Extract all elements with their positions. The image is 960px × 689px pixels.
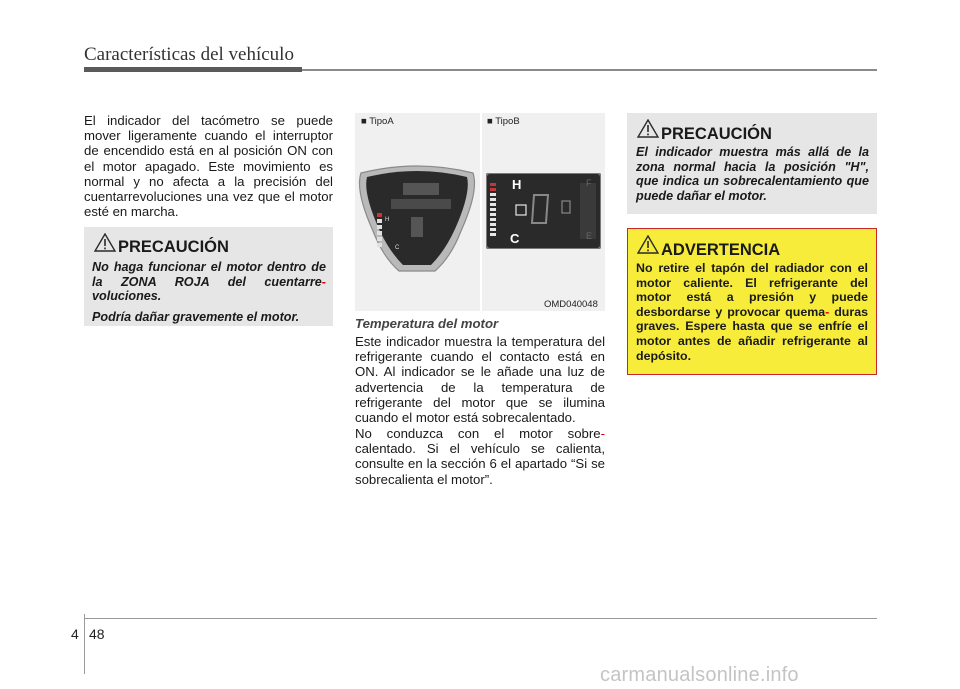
engine-temperature-paragraph-1: Este indicador muestra la temperatura del refrigerante cuando el contacto está en ON. Al indicador se le añade una luz de advertencia de la temperatura de refrigerante del motor que se ilumina cuando el motor está sobrecalentado. — [355, 334, 605, 426]
tachometer-paragraph: El indicador del tacómetro se puede mover ligeramente cuando el interruptor de encendido está en al posición ON con el motor apagado. Este movimiento es normal y no afecta a la precisión del cuentarrevoluciones una vez que el motor esté en marcha. — [84, 113, 333, 220]
warning-hyphen: - — [825, 304, 830, 319]
warning-text-b: duras graves. Espere hasta que se enfríe el motor antes de añadir refrigerante al depósito. — [636, 304, 868, 363]
svg-text:C: C — [395, 245, 400, 251]
caution-hyphen: - — [321, 274, 326, 289]
engine-temperature-paragraph-2 — [355, 426, 605, 487]
warning-text-a: No retire el tapón del radiador con el motor caliente. El refrigerante del motor está a presión y puede desbordarse y provocar quema — [636, 261, 868, 319]
figure-divider — [480, 113, 482, 311]
type-b-cluster-illustration — [486, 173, 601, 249]
figure-label-type-b: ■ TipoB — [487, 116, 520, 127]
watermark-text: carmanualsonline.info — [600, 664, 799, 686]
warning-triangle-icon — [94, 233, 116, 252]
caution-box-overheat — [627, 113, 877, 214]
svg-text:H: H — [385, 217, 390, 223]
figure-code: OMD040048 — [544, 299, 598, 310]
figure-label-type-a: ■ TipoA — [361, 116, 394, 127]
warning-triangle-icon — [637, 235, 659, 254]
engine-temperature-heading: Temperatura del motor — [355, 316, 499, 331]
page-header-title: Características del vehículo — [84, 44, 294, 65]
caution-box-tachometer — [84, 227, 333, 326]
paragraph-2-hyphen: - — [600, 426, 605, 441]
gauge-c-label: C — [510, 231, 520, 246]
caution-text-b: voluciones. — [92, 289, 162, 304]
page-number: 48 — [89, 626, 105, 642]
dashboard-figure — [355, 113, 605, 311]
caution-text-line2: Podría dañar gravemente el motor. — [92, 309, 300, 324]
warning-box-radiator — [627, 228, 877, 375]
header-rule-accent — [84, 67, 302, 72]
caution-title: PRECAUCIÓN — [118, 238, 229, 256]
footer-divider-vertical — [84, 614, 85, 674]
warning-title: ADVERTENCIA — [661, 241, 781, 259]
footer-rule — [84, 618, 877, 619]
caution-body: El indicador muestra más allá de la zona normal hacia la posición "H", que indica un sobrecalentamiento que puede dañar el motor. — [636, 145, 869, 203]
gauge-e-label: E — [586, 231, 593, 241]
gauge-f-label: F — [586, 178, 592, 188]
caution-title: PRECAUCIÓN — [661, 125, 772, 143]
chapter-number: 4 — [71, 626, 79, 642]
caution-body — [92, 260, 326, 324]
paragraph-2-text-b: calentado. Si el vehículo se calienta, consulte en la sección 6 el apartado “Si se sobrecalienta el motor”. — [355, 441, 605, 487]
warning-triangle-icon — [637, 119, 659, 138]
header-rule — [302, 69, 877, 71]
warning-body — [636, 261, 868, 363]
paragraph-2-text-a: No conduzca con el motor sobre — [355, 426, 601, 441]
gauge-h-label: H — [512, 177, 522, 192]
type-a-cluster-illustration — [355, 161, 479, 281]
caution-text-a: No haga funcionar el motor dentro de la ZONA ROJA del cuentarre — [92, 260, 326, 289]
